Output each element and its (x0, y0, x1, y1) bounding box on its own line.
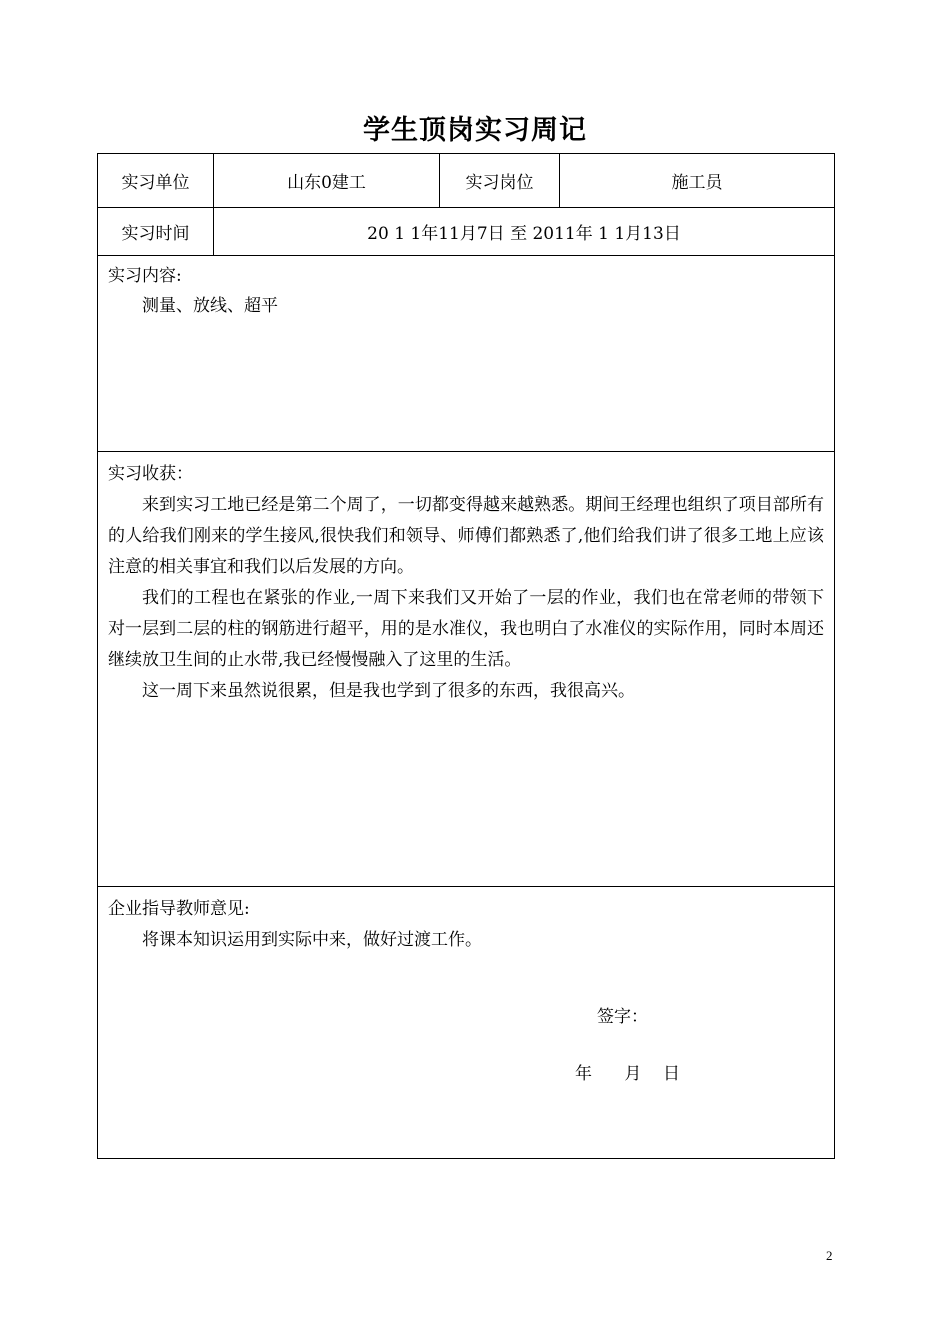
weekly-journal-form (97, 153, 835, 1159)
harvest-label: 实习收获： (108, 464, 193, 484)
unit-row (98, 154, 835, 208)
time-value: 20 1 1年11月7日 至 2011年 1 1月13日 (214, 208, 835, 256)
harvest-paragraph: 这一周下来虽然说很累，但是我也学到了很多的东西，我很高兴。 (142, 681, 635, 701)
signature-label: 签字： (597, 1007, 648, 1027)
harvest-paragraph: 来到实习工地已经是第二个周了，一切都变得越来越熟悉。期间王经理也组织了项目部所有的人给我们刚来的学生接风,很快我们和领导、师傅们都熟悉了,他们给我们讲了很多工地上应该注意的相关事宜和我们以后发展的方向。 (108, 495, 824, 577)
harvest-paragraph: 我们的工程也在紧张的作业,一周下来我们又开始了一层的作业，我们也在常老师的带领下对一层到二层的柱的钢筋进行超平，用的是水准仪，我也明白了水准仪的实际作用，同时本周还继续放卫生间的止水带,我已经慢慢融入了这里的生活。 (108, 588, 824, 670)
page-number: 2 (826, 1248, 833, 1263)
content-cell (98, 256, 835, 452)
position-label: 实习岗位 (440, 154, 560, 208)
harvest-cell (98, 452, 835, 887)
unit-label: 实习单位 (98, 154, 214, 208)
position-value: 施工员 (560, 154, 835, 208)
teacher-label: 企业指导教师意见: (108, 899, 250, 919)
page-title: 学生顶岗实习周记 (363, 115, 587, 146)
content-row (98, 256, 835, 452)
date-line: 年 月 日 (575, 1064, 681, 1084)
teacher-cell (98, 887, 835, 1159)
harvest-row (98, 452, 835, 887)
teacher-opinion: 将课本知识运用到实际中来，做好过渡工作。 (142, 930, 482, 950)
content-label: 实习内容: (108, 266, 182, 286)
teacher-row (98, 887, 835, 1159)
time-row (98, 208, 835, 256)
unit-value: 山东0建工 (214, 154, 440, 208)
time-label: 实习时间 (98, 208, 214, 256)
content-value: 测量、放线、超平 (142, 296, 278, 316)
